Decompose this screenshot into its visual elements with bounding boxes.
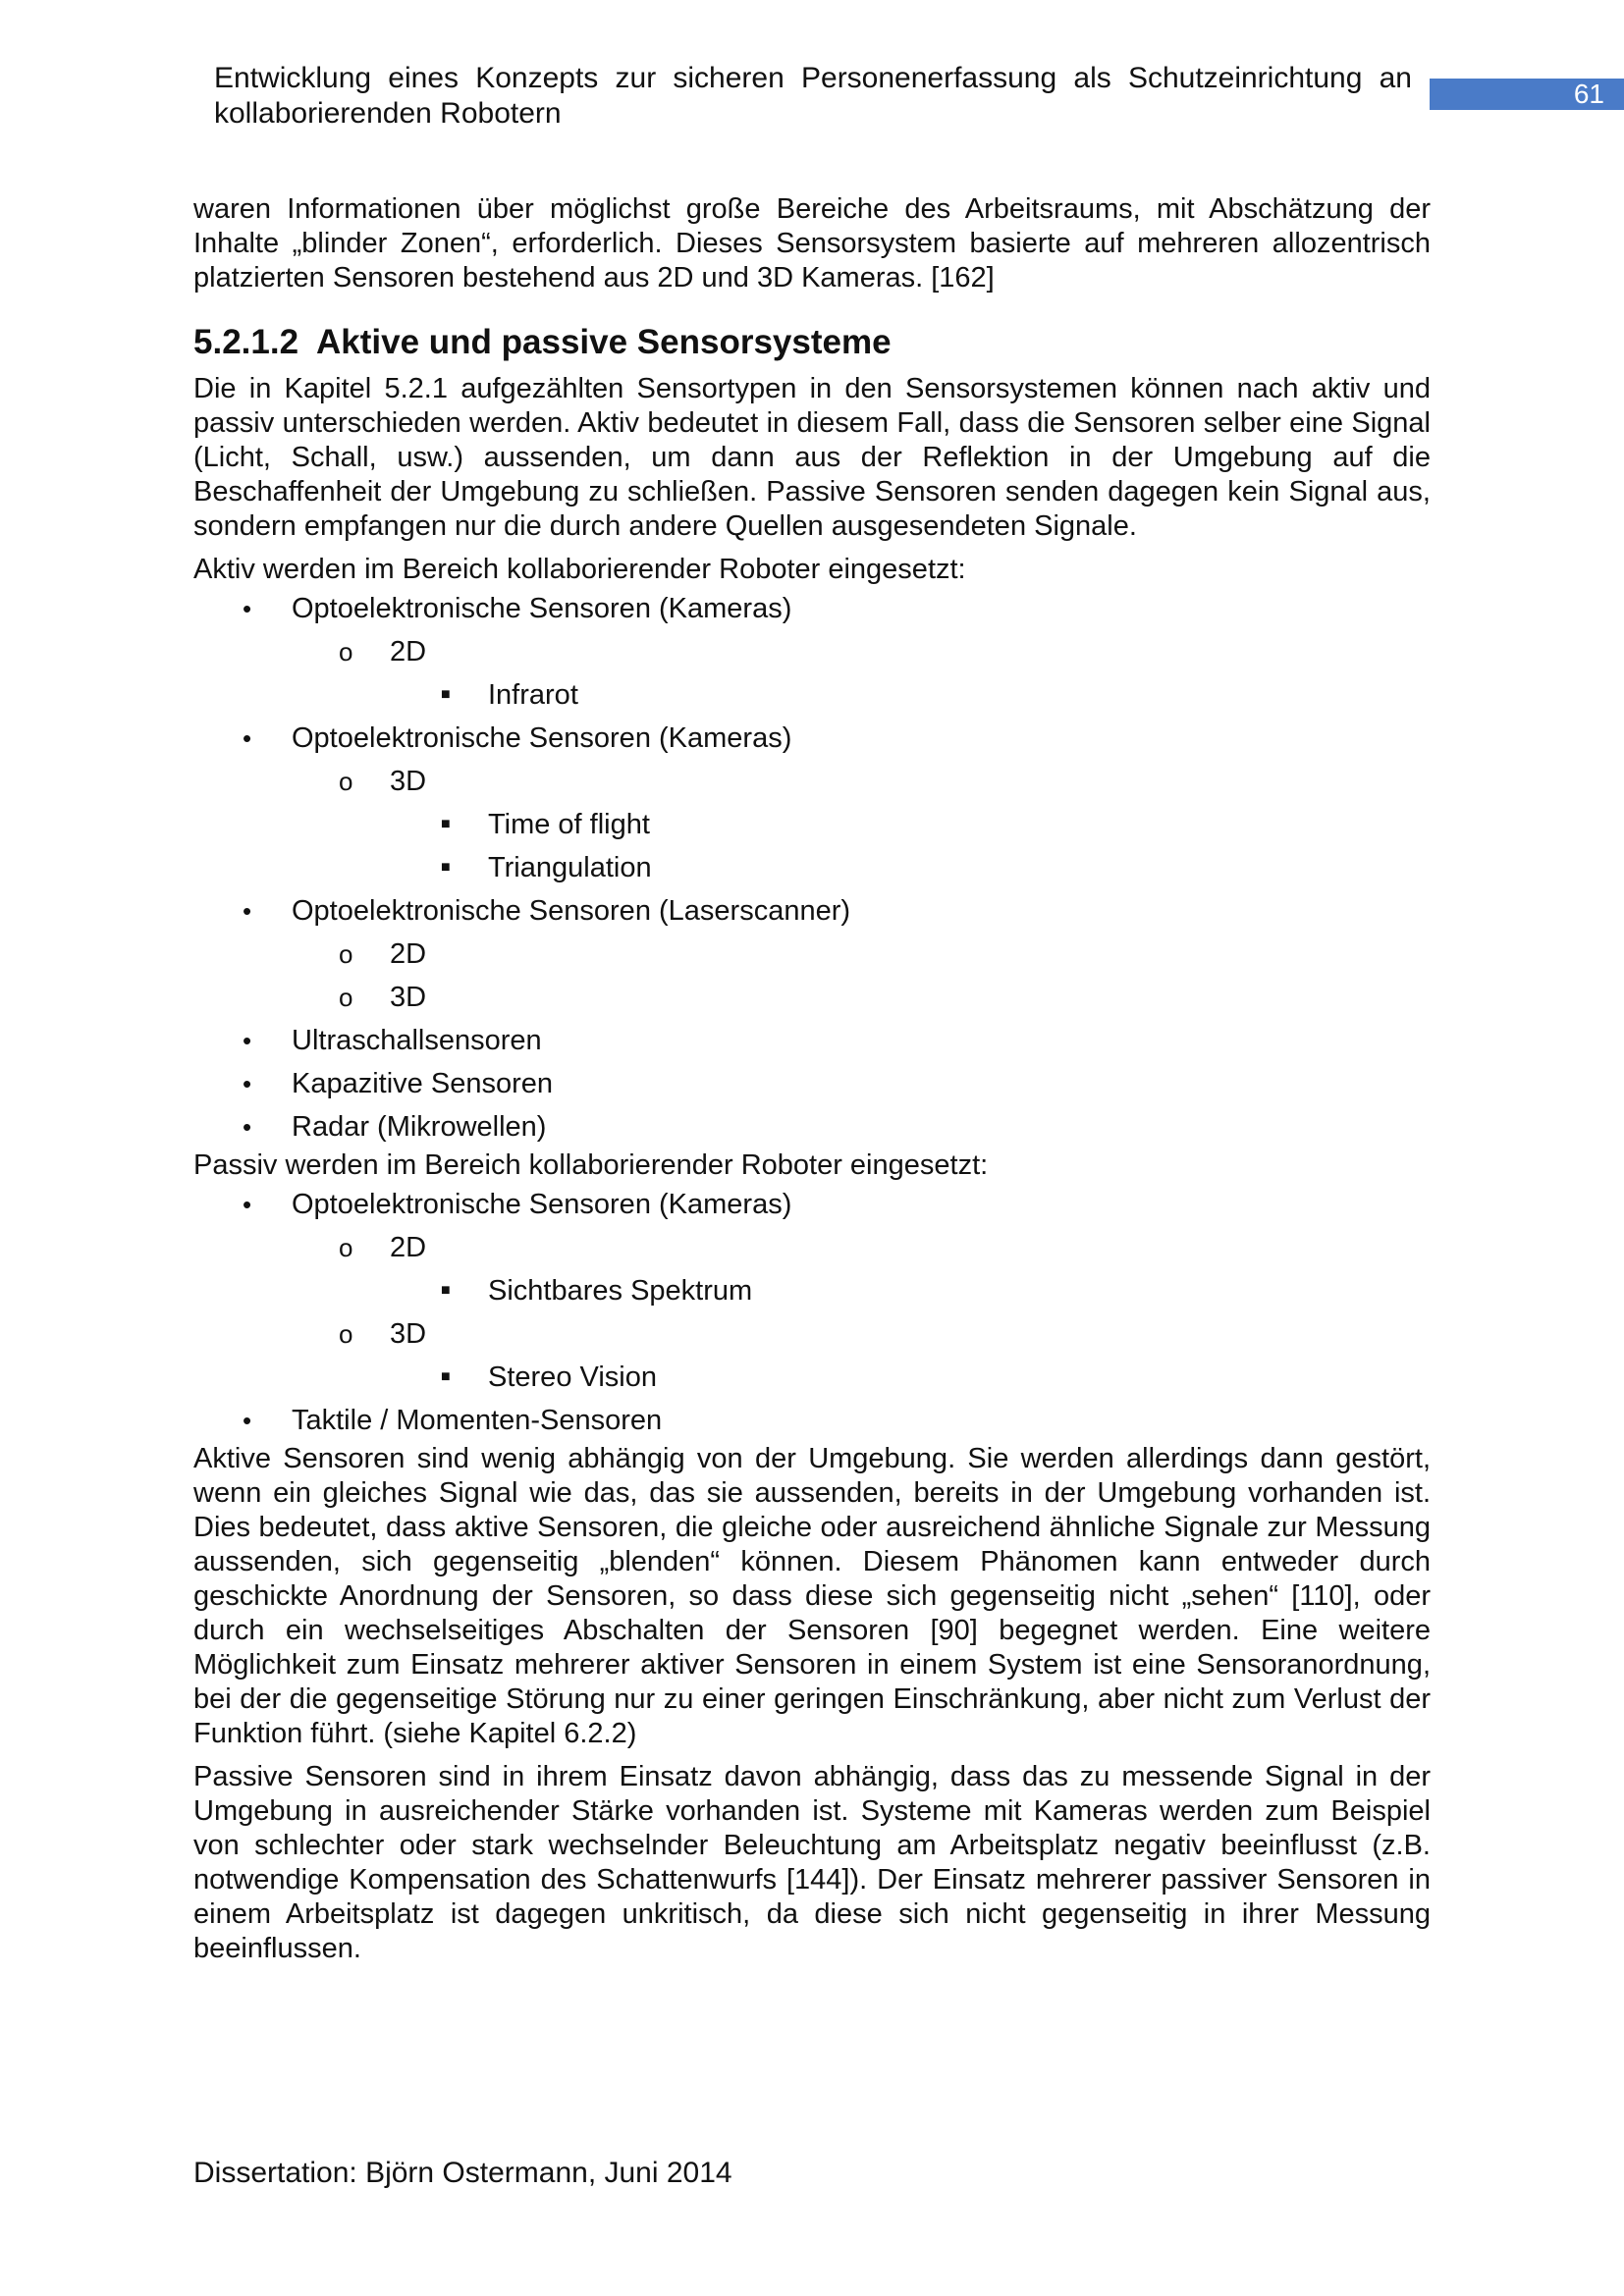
- list-item: [193, 1183, 1431, 1226]
- list-item-text: 3D: [390, 1318, 427, 1350]
- active-sensor-list: [193, 587, 1431, 1148]
- passive-sensor-list: [193, 1183, 1431, 1442]
- list-item: [193, 630, 1431, 673]
- page-number-badge: 61: [1430, 79, 1624, 110]
- list-item: [193, 846, 1431, 889]
- list-item: [193, 933, 1431, 976]
- list-item-text: Radar (Mikrowellen): [292, 1111, 547, 1143]
- list-item: [193, 1019, 1431, 1062]
- page-body: [193, 192, 1431, 1966]
- list-item-text: Optoelektronische Sensoren (Laserscanner): [292, 895, 851, 927]
- list-item: [193, 1105, 1431, 1148]
- list-item-text: Optoelektronische Sensoren (Kameras): [292, 1189, 792, 1220]
- bullet-marker: •: [243, 1190, 252, 1219]
- list-item-text: Time of flight: [488, 809, 650, 840]
- list-item-text: Ultraschallsensoren: [292, 1025, 542, 1056]
- bullet-marker: •: [243, 1406, 252, 1435]
- list-item: [193, 760, 1431, 803]
- list-item-text: Optoelektronische Sensoren (Kameras): [292, 722, 792, 754]
- section-heading: [193, 321, 1431, 364]
- section-number: 5.2.1.2: [193, 323, 299, 361]
- bullet-marker: o: [339, 767, 353, 796]
- active-sensors-paragraph: Aktive Sensoren sind wenig abhängig von der Umgebung. Sie werden allerdings dann gestört, wenn ein gleiches Signal wie das, das sie aussenden, bereits in der Umgebung vorhanden ist. Dies bedeutet, dass aktive Sensoren, die gleiche oder ausreichend ähnliche Signale zur Messung aussenden, sich gegenseitig „blenden“ können. Diesem Phänomen kann entweder durch geschickte Anordnung der Sensoren, so dass diese sich gegenseitig nicht „sehen“ [110], oder durch ein wechselseitiges Abschalten der Sensoren [90] begegnet werden. Eine weitere Möglichkeit zum Einsatz mehrerer aktiver Sensoren in einem System ist eine Sensoranordnung, bei der die gegenseitige Störung nur zu einer geringen Einschränkung, aber nicht zum Verlust der Funktion führt. (siehe Kapitel 6.2.2): [193, 1443, 1431, 1749]
- list-item: [193, 587, 1431, 630]
- list-item-text: 3D: [390, 982, 427, 1013]
- list-item-text: Optoelektronische Sensoren (Kameras): [292, 593, 792, 624]
- bullet-marker: ■: [441, 1282, 451, 1299]
- bullet-marker: •: [243, 723, 252, 753]
- passive-intro: Passiv werden im Bereich kollaborierender Roboter eingesetzt:: [193, 1149, 989, 1181]
- bullet-marker: •: [243, 1112, 252, 1142]
- list-item: [193, 1062, 1431, 1105]
- header-title-line-1: Entwicklung eines Konzepts zur sicheren Personenerfassung als Schutzeinrichtung an: [214, 62, 1412, 94]
- section-paragraph: Die in Kapitel 5.2.1 aufgezählten Sensortypen in den Sensorsystemen können nach aktiv und passiv unterschieden werden. Aktiv bedeutet in diesem Fall, dass die Sensoren selber eine Signal (Licht, Schall, usw.) aussenden, um dann aus der Reflektion in der Umgebung auf die Beschaffenheit der Umgebung zu schließen. Passive Sensoren senden dagegen kein Signal aus, sondern empfangen nur die durch andere Quellen ausgesendeten Signale.: [193, 373, 1431, 542]
- bullet-marker: •: [243, 896, 252, 926]
- list-item: [193, 673, 1431, 717]
- bullet-marker: •: [243, 1026, 252, 1055]
- bullet-marker: o: [339, 1233, 353, 1262]
- bullet-marker: •: [243, 1069, 252, 1098]
- section-title: Aktive und passive Sensorsysteme: [316, 323, 892, 361]
- list-item-text: 2D: [390, 938, 427, 970]
- list-item-text: 2D: [390, 636, 427, 667]
- bullet-marker: ■: [441, 686, 451, 703]
- list-item: [193, 717, 1431, 760]
- bullet-marker: o: [339, 983, 353, 1012]
- intro-paragraph: waren Informationen über möglichst große Bereiche des Arbeitsraums, mit Abschätzung der Inhalte „blinder Zonen“, erforderlich. Dieses Sensorsystem basierte auf mehreren allozentrisch platzierten Sensoren bestehend aus 2D und 3D Kameras. [162]: [193, 193, 1431, 294]
- bullet-marker: o: [339, 1319, 353, 1349]
- list-item-text: Triangulation: [488, 852, 652, 883]
- list-item: [193, 803, 1431, 846]
- list-item: [193, 889, 1431, 933]
- list-item: [193, 1269, 1431, 1312]
- active-intro: Aktiv werden im Bereich kollaborierender Roboter eingesetzt:: [193, 554, 966, 585]
- bullet-marker: o: [339, 939, 353, 969]
- bullet-marker: ■: [441, 859, 451, 876]
- bullet-marker: •: [243, 594, 252, 623]
- passive-sensors-paragraph: Passive Sensoren sind in ihrem Einsatz davon abhängig, dass das zu messende Signal in der Umgebung in ausreichender Stärke vorhanden ist. Systeme mit Kameras werden zum Beispiel von schlechter oder stark wechselnder Beleuchtung am Arbeitsplatz negativ beeinflusst (z.B. notwendige Kompensation des Schattenwurfs [144]). Der Einsatz mehrerer passiver Sensoren in einem Arbeitsplatz ist dagegen unkritisch, da diese sich nicht gegenseitig in ihrer Messung beeinflussen.: [193, 1761, 1431, 1964]
- list-item: [193, 1399, 1431, 1442]
- list-item: [193, 1312, 1431, 1356]
- running-header: [214, 61, 1412, 132]
- list-item: [193, 1226, 1431, 1269]
- list-item-text: 2D: [390, 1232, 427, 1263]
- bullet-marker: ■: [441, 1368, 451, 1385]
- bullet-marker: o: [339, 637, 353, 667]
- list-item: [193, 1356, 1431, 1399]
- list-item: [193, 976, 1431, 1019]
- bullet-marker: ■: [441, 816, 451, 832]
- list-item-text: Sichtbares Spektrum: [488, 1275, 753, 1307]
- list-item-text: Taktile / Momenten-Sensoren: [292, 1405, 663, 1436]
- page-footer: Dissertation: Björn Ostermann, Juni 2014: [193, 2157, 732, 2189]
- list-item-text: Infrarot: [488, 679, 578, 711]
- list-item-text: 3D: [390, 766, 427, 797]
- list-item-text: Kapazitive Sensoren: [292, 1068, 553, 1099]
- list-item-text: Stereo Vision: [488, 1362, 657, 1393]
- header-title-line-2: kollaborierenden Robotern: [214, 97, 562, 130]
